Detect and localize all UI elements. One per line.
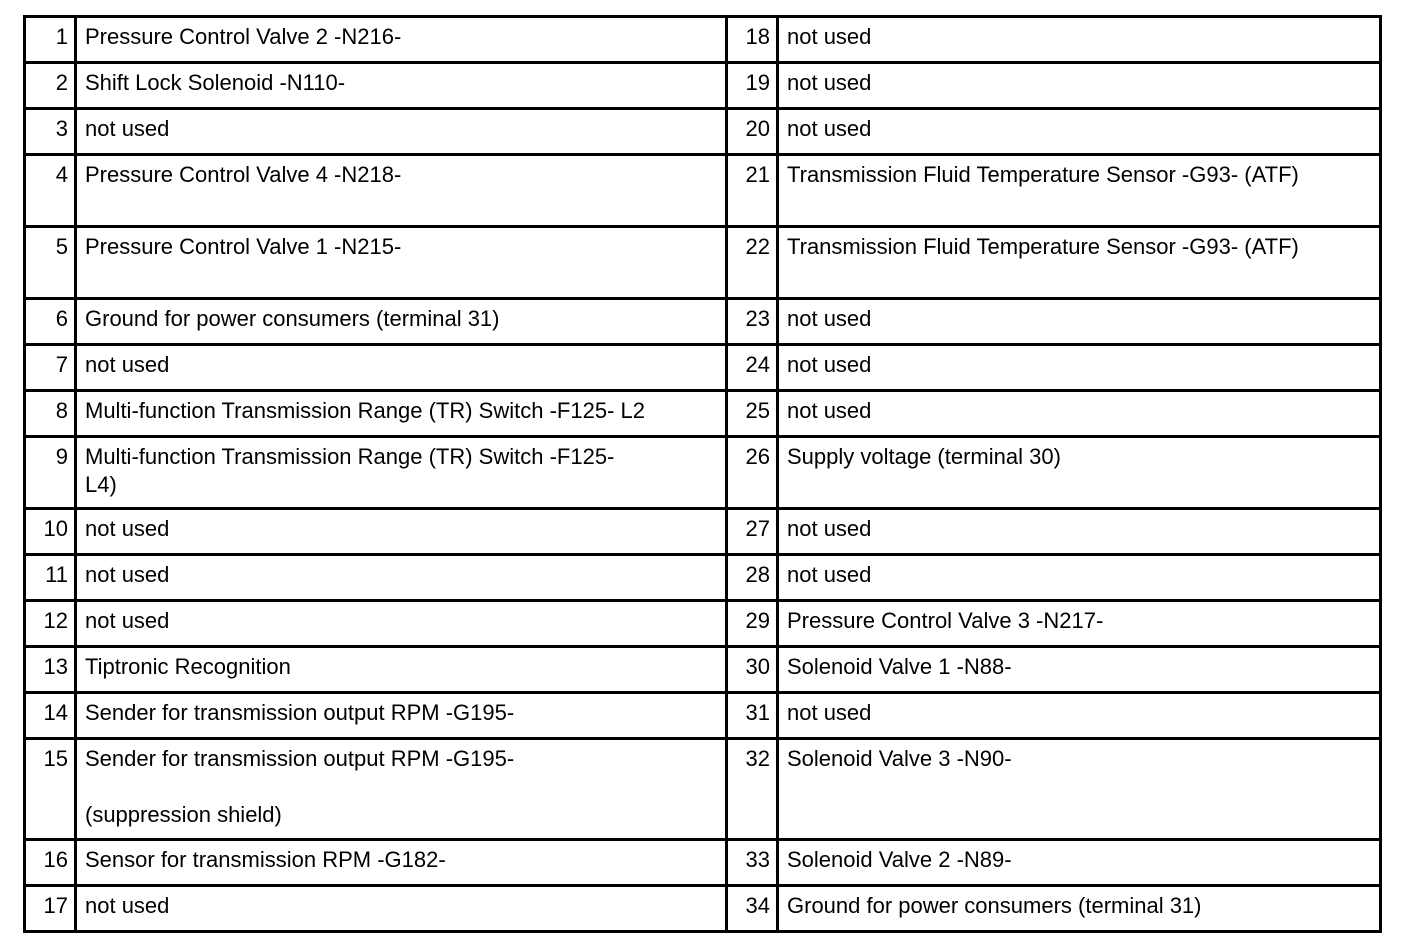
pin-description: Sender for transmission output RPM -G195- (suppression shield)	[76, 739, 727, 840]
pin-number: 1	[25, 17, 76, 63]
pin-number: 31	[727, 693, 778, 739]
pin-description: Pressure Control Valve 2 -N216-	[76, 17, 727, 63]
table-row	[25, 739, 1381, 840]
pin-number: 30	[727, 647, 778, 693]
table-row	[25, 840, 1381, 886]
pin-number: 7	[25, 345, 76, 391]
table-row	[25, 345, 1381, 391]
pin-description: not used	[778, 299, 1381, 345]
pin-description: not used	[778, 555, 1381, 601]
pin-number: 28	[727, 555, 778, 601]
pin-description: not used	[778, 391, 1381, 437]
pin-description: Pressure Control Valve 1 -N215-	[76, 227, 727, 299]
pin-description: not used	[76, 601, 727, 647]
pin-number: 17	[25, 886, 76, 932]
pin-description: Multi-function Transmission Range (TR) Switch -F125- L2	[76, 391, 727, 437]
pin-number: 25	[727, 391, 778, 437]
pin-description: Transmission Fluid Temperature Sensor -G93- (ATF)	[778, 155, 1381, 227]
table-row	[25, 17, 1381, 63]
pin-description: Pressure Control Valve 4 -N218-	[76, 155, 727, 227]
table-row	[25, 437, 1381, 509]
pin-description: Sensor for transmission RPM -G182-	[76, 840, 727, 886]
pin-number: 34	[727, 886, 778, 932]
pin-description: not used	[778, 63, 1381, 109]
pin-description: not used	[778, 17, 1381, 63]
pin-number: 29	[727, 601, 778, 647]
pin-number: 15	[25, 739, 76, 840]
pin-number: 26	[727, 437, 778, 509]
pin-number: 16	[25, 840, 76, 886]
table-row	[25, 63, 1381, 109]
pin-description: not used	[76, 345, 727, 391]
pin-description: Ground for power consumers (terminal 31)	[76, 299, 727, 345]
pin-description: Solenoid Valve 1 -N88-	[778, 647, 1381, 693]
pin-number: 4	[25, 155, 76, 227]
pin-description: not used	[778, 693, 1381, 739]
pin-number: 2	[25, 63, 76, 109]
pin-number: 12	[25, 601, 76, 647]
table-row	[25, 391, 1381, 437]
pin-number: 6	[25, 299, 76, 345]
pin-description: Shift Lock Solenoid -N110-	[76, 63, 727, 109]
table-row	[25, 647, 1381, 693]
pin-number: 5	[25, 227, 76, 299]
pin-description: not used	[76, 509, 727, 555]
pin-description: Tiptronic Recognition	[76, 647, 727, 693]
pin-number: 19	[727, 63, 778, 109]
pin-number: 3	[25, 109, 76, 155]
pin-number: 33	[727, 840, 778, 886]
pin-description: Supply voltage (terminal 30)	[778, 437, 1381, 509]
pin-number: 24	[727, 345, 778, 391]
pin-description: not used	[778, 509, 1381, 555]
pin-description: not used	[778, 345, 1381, 391]
table-row	[25, 601, 1381, 647]
pin-description: Transmission Fluid Temperature Sensor -G93- (ATF)	[778, 227, 1381, 299]
pin-number: 10	[25, 509, 76, 555]
pin-number: 20	[727, 109, 778, 155]
pin-description: Pressure Control Valve 3 -N217-	[778, 601, 1381, 647]
table-row	[25, 109, 1381, 155]
pin-number: 32	[727, 739, 778, 840]
pin-number: 23	[727, 299, 778, 345]
pin-description: not used	[778, 109, 1381, 155]
pin-description: Solenoid Valve 2 -N89-	[778, 840, 1381, 886]
table-row	[25, 155, 1381, 227]
pin-description: Sender for transmission output RPM -G195-	[76, 693, 727, 739]
pinout-table	[23, 15, 1382, 933]
pin-number: 21	[727, 155, 778, 227]
pin-number: 13	[25, 647, 76, 693]
pin-number: 11	[25, 555, 76, 601]
table-row	[25, 509, 1381, 555]
pin-description: not used	[76, 555, 727, 601]
pin-number: 14	[25, 693, 76, 739]
pin-description: Solenoid Valve 3 -N90-	[778, 739, 1381, 840]
table-row	[25, 227, 1381, 299]
table-row	[25, 693, 1381, 739]
pin-description: not used	[76, 886, 727, 932]
pin-description: Ground for power consumers (terminal 31)	[778, 886, 1381, 932]
pin-number: 27	[727, 509, 778, 555]
pin-number: 8	[25, 391, 76, 437]
pin-number: 22	[727, 227, 778, 299]
table-row	[25, 886, 1381, 932]
pin-number: 18	[727, 17, 778, 63]
pin-number: 9	[25, 437, 76, 509]
pin-description: Multi-function Transmission Range (TR) Switch -F125- L4)	[76, 437, 727, 509]
table-row	[25, 555, 1381, 601]
pinout-table-body	[25, 17, 1381, 932]
pin-description: not used	[76, 109, 727, 155]
table-row	[25, 299, 1381, 345]
